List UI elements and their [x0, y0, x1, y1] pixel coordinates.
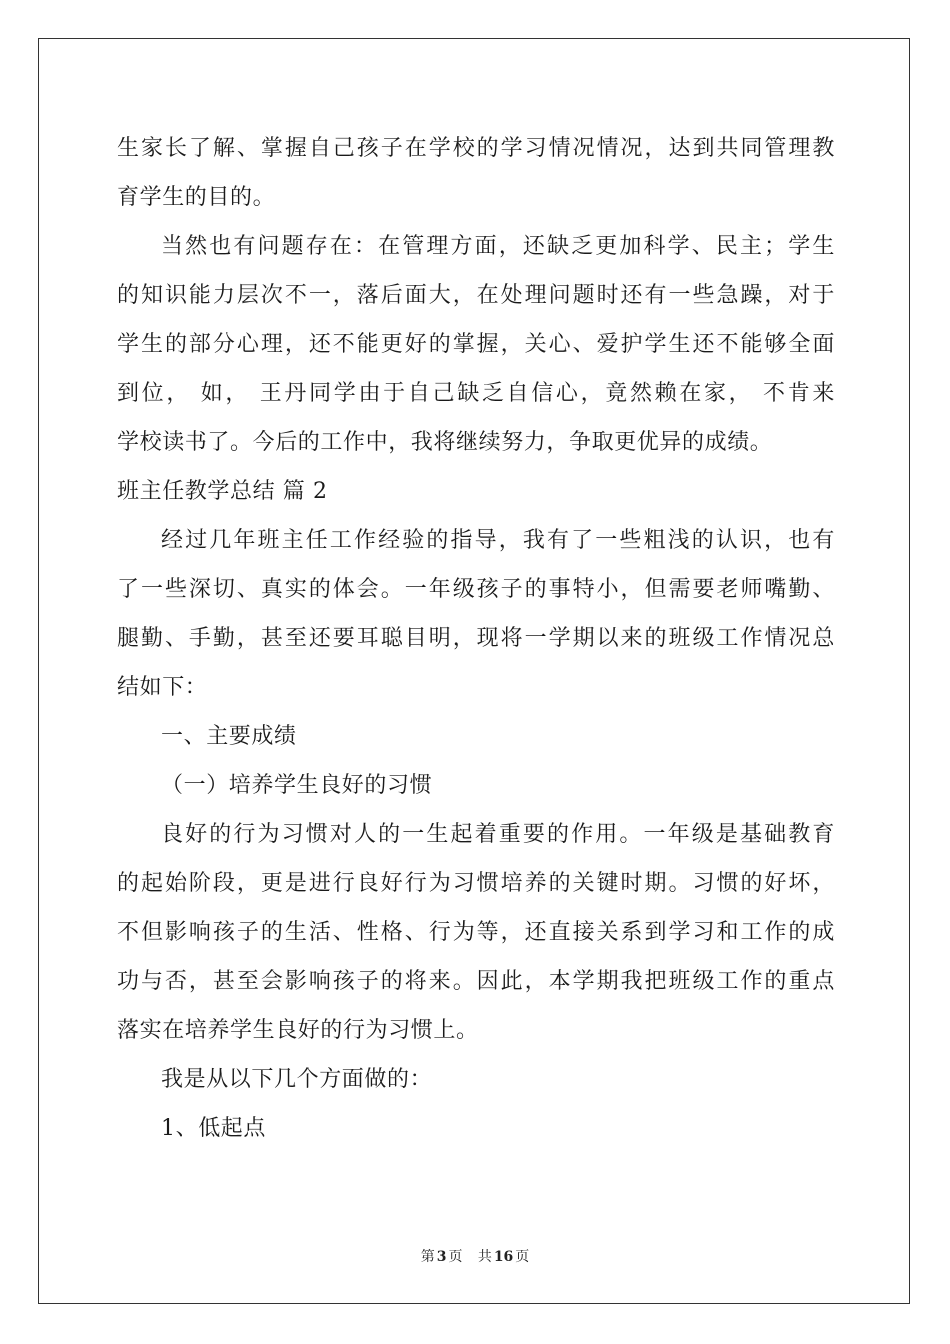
paragraph-line: 育学生的目的。 — [117, 185, 276, 210]
paragraph-line: 当然也有问题存在：在管理方面，还缺乏更加科学、民主；学生 — [161, 234, 835, 259]
paragraph-line: 我是从以下几个方面做的： — [161, 1067, 433, 1092]
paragraph-line: 腿勤、手勤，甚至还要耳聪目明，现将一学期以来的班级工作情况总 — [117, 626, 835, 651]
page-footer — [0, 1246, 950, 1266]
list-item: 1、低起点 — [161, 1116, 266, 1141]
paragraph-line: 落实在培养学生良好的行为习惯上。 — [117, 1018, 479, 1043]
footer-total-suffix: 页 — [515, 1249, 530, 1265]
paragraph-line: 学校读书了。今后的工作中，我将继续努力，争取更优异的成绩。 — [117, 430, 773, 455]
subheading: （一）培养学生良好的习惯 — [161, 773, 433, 798]
subheading: 一、主要成绩 — [161, 724, 297, 749]
paragraph-line: 到位， 如， 王丹同学由于自己缺乏自信心，竟然赖在家， 不肯来 — [117, 381, 835, 406]
footer-total-prefix: 共 — [477, 1249, 492, 1265]
document-body — [117, 124, 835, 1153]
paragraph-line: 功与否，甚至会影响孩子的将来。因此，本学期我把班级工作的重点 — [117, 969, 835, 994]
section-heading: 班主任教学总结 篇 2 — [117, 479, 328, 504]
footer-page-prefix: 第 — [420, 1249, 435, 1265]
footer-page-number: 3 — [436, 1249, 447, 1265]
paragraph-line: 经过几年班主任工作经验的指导，我有了一些粗浅的认识，也有 — [161, 528, 835, 553]
paragraph-line: 的知识能力层次不一，落后面大，在处理问题时还有一些急躁，对于 — [117, 283, 835, 308]
paragraph-line: 生家长了解、掌握自己孩子在学校的学习情况情况，达到共同管理教 — [117, 136, 835, 161]
paragraph-line: 了一些深切、真实的体会。一年级孩子的事特小，但需要老师嘴勤、 — [117, 577, 835, 602]
paragraph-line: 的起始阶段，更是进行良好行为习惯培养的关键时期。习惯的好坏， — [117, 871, 835, 896]
footer-page-suffix: 页 — [448, 1249, 463, 1265]
paragraph-line: 结如下： — [117, 675, 208, 700]
footer-total-number: 16 — [493, 1249, 514, 1265]
paragraph-line: 学生的部分心理，还不能更好的掌握，关心、爱护学生还不能够全面 — [117, 332, 835, 357]
paragraph-line: 良好的行为习惯对人的一生起着重要的作用。一年级是基础教育 — [161, 822, 835, 847]
paragraph-line: 不但影响孩子的生活、性格、行为等，还直接关系到学习和工作的成 — [117, 920, 835, 945]
